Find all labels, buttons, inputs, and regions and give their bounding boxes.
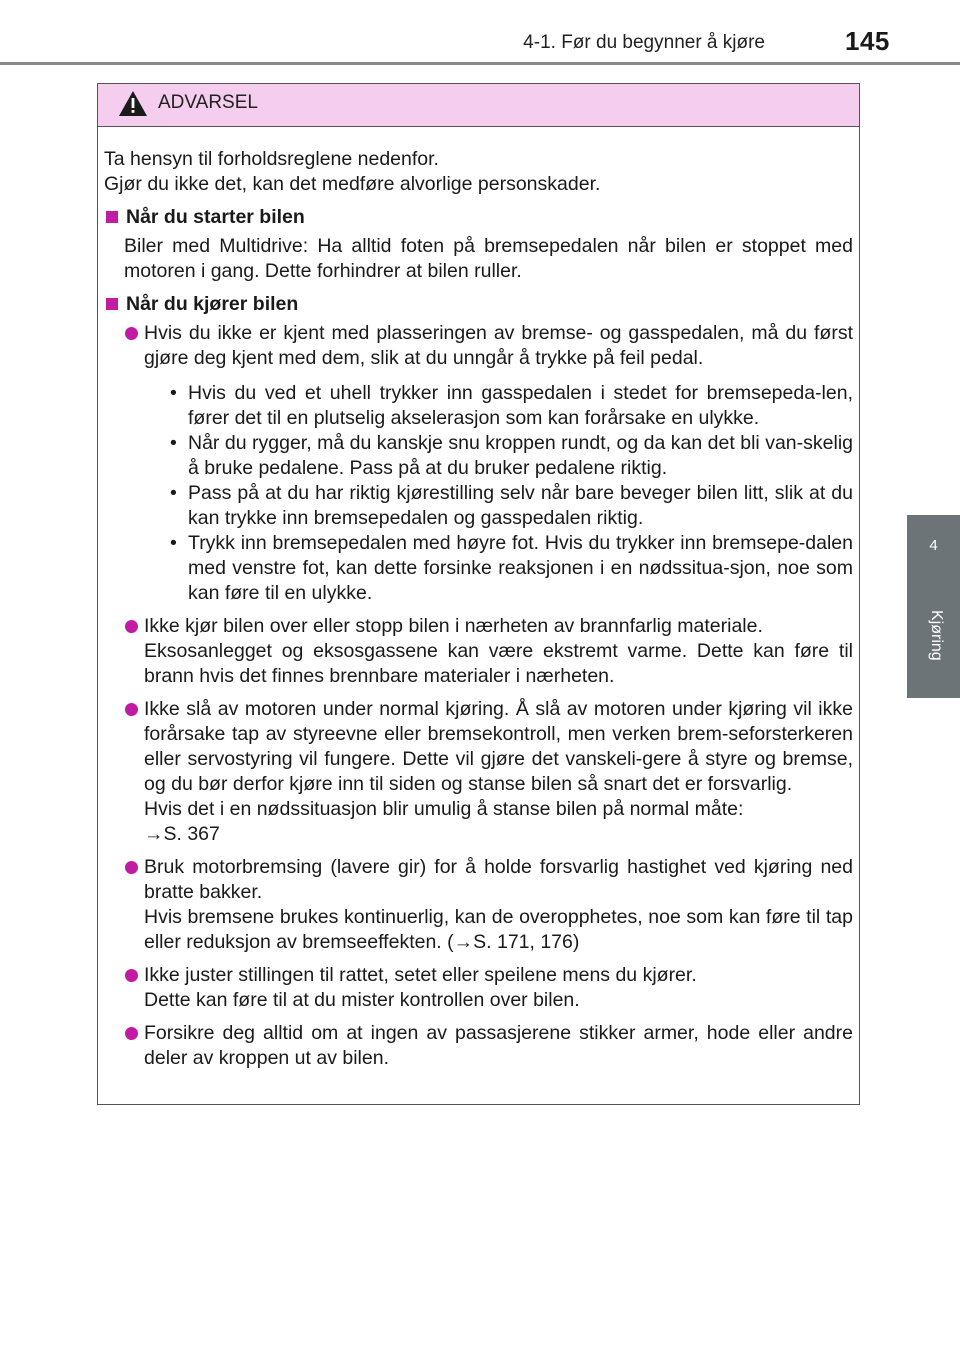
list-item-text: Hvis det i en nødssituasjon blir umulig å stanse bilen på normal måte:	[144, 798, 744, 820]
chapter-side-tab	[907, 515, 960, 698]
intro-line: Gjør du ikke det, kan det medføre alvorlige personskader.	[104, 173, 601, 195]
square-bullet-icon	[106, 211, 118, 223]
sub-list-item: • Hvis du ved et uhell trykker inn gasspedalen i stedet for bremsepeda-len, fører det til en plutselig akselerasjon som kan forårsake en ulykke.	[168, 381, 853, 431]
list-item-text: Ikke slå av motoren under normal kjøring. Å slå av motoren under kjøring vil ikke forårsake tap av styreevne eller bremsekontroll, men verken brem-seforsterkeren eller servostyring vil fungere. Dette vil gjøre det vanskeli-gere å styre og bremse, og du bør derfor kjøre inn til siden og stanse bilen så snart det er forsvarlig.	[144, 698, 853, 795]
list-item-text: Dette kan føre til at du mister kontrollen over bilen.	[144, 989, 580, 1011]
section-heading: Når du kjører bilen	[126, 293, 299, 315]
list-item-text: Forsikre deg alltid om at ingen av passasjerene stikker armer, hode eller andre deler av kroppen ut av bilen.	[144, 1022, 853, 1069]
section-driving	[104, 292, 853, 1071]
warning-triangle-icon	[118, 90, 148, 122]
warning-box	[97, 83, 860, 1105]
sub-list	[168, 381, 853, 606]
list-item-text: Ikke juster stillingen til rattet, setet eller speilene mens du kjører.	[144, 964, 697, 986]
list-item-text: Hvis du ikke er kjent med plasseringen av bremse- og gasspedalen, må du først gjøre deg kjent med dem, slik at du unngår å trykke på feil pedal.	[144, 322, 853, 369]
page-number: 145	[845, 26, 890, 56]
dot-bullet-icon	[125, 620, 138, 633]
section-heading: Når du starter bilen	[126, 206, 305, 228]
list-item-text: Ikke kjør bilen over eller stopp bilen i nærheten av brannfarlig materiale.	[144, 615, 763, 637]
warning-body	[98, 127, 859, 1071]
dot-bullet-icon	[125, 1027, 138, 1040]
sub-list-item: • Trykk inn bremsepedalen med høyre fot. Hvis du trykker inn bremsepe-dalen med venstre fot, kan dette forsinke reaksjonen i en nødssitua-sjon, noe som kan føre til en ulykke.	[168, 531, 853, 606]
warning-title: ADVARSEL	[158, 92, 258, 113]
warning-header	[98, 84, 859, 127]
dot-bullet-icon	[125, 969, 138, 982]
page-reference: →S. 367	[144, 823, 220, 845]
chapter-title: 4-1. Før du begynner å kjøre	[523, 32, 765, 53]
side-tab-label: Kjøring	[928, 610, 945, 661]
dot-bullet-icon	[125, 327, 138, 340]
sub-list-item: • Pass på at du har riktig kjørestilling selv når bare beveger bilen litt, slik at du kan trykke inn bremsepedalen og gasspedalen riktig.	[168, 481, 853, 531]
list-item-text: Hvis bremsene brukes kontinuerlig, kan de overopphetes, noe som kan føre til tap eller reduksjon av bremseeffekten. (→S. 171, 176)	[144, 906, 853, 953]
list-item	[104, 697, 853, 847]
list-item	[104, 1021, 853, 1071]
list-item	[104, 614, 853, 689]
list-item	[104, 963, 853, 1013]
side-tab-number: 4	[929, 537, 938, 554]
header-divider	[0, 62, 960, 65]
dot-bullet-icon	[125, 703, 138, 716]
dot-bullet-icon	[125, 861, 138, 874]
list-item-text: Eksosanlegget og eksosgassene kan være ekstremt varme. Dette kan føre til brann hvis det finnes brennbare materialer i nærheten.	[144, 640, 853, 687]
list-item	[104, 855, 853, 955]
warning-intro	[104, 147, 853, 197]
list-item	[104, 321, 853, 606]
square-bullet-icon	[106, 298, 118, 310]
list-item-text: Bruk motorbremsing (lavere gir) for å holde forsvarlig hastighet ved kjøring ned bratte bakker.	[144, 856, 853, 903]
section-starting	[104, 205, 853, 284]
intro-line: Ta hensyn til forholdsreglene nedenfor.	[104, 148, 439, 170]
section-text: Biler med Multidrive: Ha alltid foten på bremsepedalen når bilen er stoppet med motoren i gang. Dette forhindrer at bilen ruller.	[124, 235, 853, 282]
sub-list-item: • Når du rygger, må du kanskje snu kroppen rundt, og da kan det bli van-skelig å bruke pedalene. Pass på at du bruker pedalene riktig.	[168, 431, 853, 481]
